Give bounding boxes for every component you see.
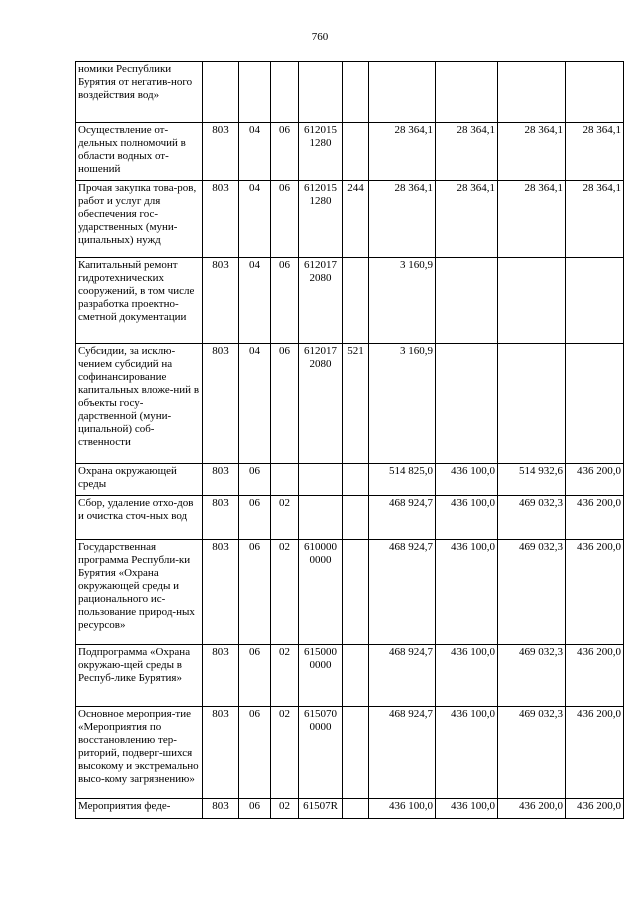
amount-cell-1: 3 160,9 — [369, 258, 436, 344]
amount-cell-1: 436 100,0 — [369, 799, 436, 819]
row-name-cell: Осуществление от-дельных полномочий в области водных от-ношений — [76, 123, 203, 181]
expense-type-cell — [343, 258, 369, 344]
expense-type-cell — [343, 645, 369, 707]
amount-cell-4: 28 364,1 — [566, 181, 624, 258]
amount-cell-3: 469 032,3 — [498, 496, 566, 540]
table-row — [76, 62, 624, 123]
subsection-code-cell: 02 — [271, 645, 299, 707]
grbs-code-cell: 803 — [203, 799, 239, 819]
row-name-cell: Прочая закупка това-ров, работ и услуг для обеспечения гос-ударственных (муни-ципальных) нужд — [76, 181, 203, 258]
amount-cell-4: 436 200,0 — [566, 645, 624, 707]
table-row — [76, 645, 624, 707]
amount-cell-4 — [566, 62, 624, 123]
expense-type-cell — [343, 540, 369, 645]
subsection-code-cell: 02 — [271, 799, 299, 819]
grbs-code-cell: 803 — [203, 645, 239, 707]
section-code-cell: 06 — [239, 464, 271, 496]
expense-type-cell — [343, 496, 369, 540]
amount-cell-3: 28 364,1 — [498, 123, 566, 181]
expense-type-cell — [343, 799, 369, 819]
amount-cell-4 — [566, 344, 624, 464]
row-name-cell: Подпрограмма «Охрана окружаю-щей среды в Респуб-лике Бурятия» — [76, 645, 203, 707]
amount-cell-3 — [498, 344, 566, 464]
row-name-cell: Капитальный ремонт гидротехнических сооружений, в том числе разработка проектно-сметной документации — [76, 258, 203, 344]
amount-cell-1: 468 924,7 — [369, 496, 436, 540]
subsection-code-cell: 06 — [271, 344, 299, 464]
target-article-cell: 612017 2080 — [299, 258, 343, 344]
table-row — [76, 799, 624, 819]
grbs-code-cell: 803 — [203, 540, 239, 645]
amount-cell-4: 436 200,0 — [566, 707, 624, 799]
expense-type-cell — [343, 62, 369, 123]
amount-cell-4: 28 364,1 — [566, 123, 624, 181]
amount-cell-2: 28 364,1 — [436, 123, 498, 181]
expense-type-cell: 244 — [343, 181, 369, 258]
section-code-cell: 04 — [239, 181, 271, 258]
target-article-cell: 615070 0000 — [299, 707, 343, 799]
row-name-cell: Основное мероприя-тие «Мероприятия по восстановлению тер-риторий, подверг-шихся высокому и экстремально высо-кому загрязнению» — [76, 707, 203, 799]
amount-cell-1: 468 924,7 — [369, 645, 436, 707]
amount-cell-1 — [369, 62, 436, 123]
amount-cell-1: 468 924,7 — [369, 540, 436, 645]
target-article-cell: 615000 0000 — [299, 645, 343, 707]
amount-cell-1: 28 364,1 — [369, 181, 436, 258]
grbs-code-cell: 803 — [203, 181, 239, 258]
amount-cell-2: 436 100,0 — [436, 540, 498, 645]
budget-table — [75, 61, 624, 819]
amount-cell-3: 436 200,0 — [498, 799, 566, 819]
table-row — [76, 707, 624, 799]
amount-cell-2 — [436, 344, 498, 464]
section-code-cell: 06 — [239, 645, 271, 707]
row-name-cell: Охрана окружающей среды — [76, 464, 203, 496]
subsection-code-cell: 06 — [271, 181, 299, 258]
amount-cell-1: 514 825,0 — [369, 464, 436, 496]
amount-cell-3: 469 032,3 — [498, 540, 566, 645]
grbs-code-cell — [203, 62, 239, 123]
amount-cell-2: 436 100,0 — [436, 645, 498, 707]
amount-cell-2 — [436, 62, 498, 123]
amount-cell-4: 436 200,0 — [566, 540, 624, 645]
grbs-code-cell: 803 — [203, 258, 239, 344]
grbs-code-cell: 803 — [203, 344, 239, 464]
target-article-cell — [299, 62, 343, 123]
target-article-cell: 612017 2080 — [299, 344, 343, 464]
amount-cell-3: 28 364,1 — [498, 181, 566, 258]
amount-cell-3 — [498, 62, 566, 123]
amount-cell-2: 436 100,0 — [436, 707, 498, 799]
amount-cell-1: 468 924,7 — [369, 707, 436, 799]
amount-cell-4: 436 200,0 — [566, 464, 624, 496]
amount-cell-2: 28 364,1 — [436, 181, 498, 258]
grbs-code-cell: 803 — [203, 464, 239, 496]
amount-cell-1: 28 364,1 — [369, 123, 436, 181]
section-code-cell: 04 — [239, 344, 271, 464]
amount-cell-2: 436 100,0 — [436, 496, 498, 540]
target-article-cell — [299, 496, 343, 540]
row-name-cell: Субсидии, за исклю-чением субсидий на софинансирование капитальных вложе-ний в объекты госу-дарственной (муни-ципальной) соб-ственности — [76, 344, 203, 464]
amount-cell-4: 436 200,0 — [566, 799, 624, 819]
row-name-cell: Сбор, удаление отхо-дов и очистка сточ-ных вод — [76, 496, 203, 540]
expense-type-cell — [343, 123, 369, 181]
subsection-code-cell: 06 — [271, 123, 299, 181]
section-code-cell — [239, 62, 271, 123]
section-code-cell: 06 — [239, 496, 271, 540]
amount-cell-3: 514 932,6 — [498, 464, 566, 496]
row-name-cell: номики Республики Бурятия от негатив-ного воздействия вод» — [76, 62, 203, 123]
grbs-code-cell: 803 — [203, 707, 239, 799]
amount-cell-2 — [436, 258, 498, 344]
subsection-code-cell — [271, 464, 299, 496]
table-row — [76, 258, 624, 344]
subsection-code-cell — [271, 62, 299, 123]
grbs-code-cell: 803 — [203, 123, 239, 181]
target-article-cell: 610000 0000 — [299, 540, 343, 645]
amount-cell-4: 436 200,0 — [566, 496, 624, 540]
expense-type-cell — [343, 707, 369, 799]
page-number: 760 — [311, 31, 329, 43]
table-row — [76, 123, 624, 181]
table-row — [76, 464, 624, 496]
section-code-cell: 06 — [239, 799, 271, 819]
row-name-cell: Мероприятия феде- — [76, 799, 203, 819]
amount-cell-2: 436 100,0 — [436, 464, 498, 496]
section-code-cell: 04 — [239, 258, 271, 344]
table-row — [76, 496, 624, 540]
amount-cell-3 — [498, 258, 566, 344]
target-article-cell: 612015 1280 — [299, 123, 343, 181]
target-article-cell: 61507R — [299, 799, 343, 819]
amount-cell-3: 469 032,3 — [498, 707, 566, 799]
expense-type-cell — [343, 464, 369, 496]
table-row — [76, 344, 624, 464]
amount-cell-2: 436 100,0 — [436, 799, 498, 819]
amount-cell-1: 3 160,9 — [369, 344, 436, 464]
section-code-cell: 06 — [239, 540, 271, 645]
subsection-code-cell: 02 — [271, 707, 299, 799]
table-body — [76, 62, 624, 819]
amount-cell-3: 469 032,3 — [498, 645, 566, 707]
row-name-cell: Государственная программа Республи-ки Бурятия «Охрана окружающей среды и рационального ис-пользование природ-ных ресурсов» — [76, 540, 203, 645]
table-row — [76, 181, 624, 258]
grbs-code-cell: 803 — [203, 496, 239, 540]
table-row — [76, 540, 624, 645]
subsection-code-cell: 06 — [271, 258, 299, 344]
target-article-cell — [299, 464, 343, 496]
subsection-code-cell: 02 — [271, 540, 299, 645]
expense-type-cell: 521 — [343, 344, 369, 464]
section-code-cell: 04 — [239, 123, 271, 181]
section-code-cell: 06 — [239, 707, 271, 799]
target-article-cell: 612015 1280 — [299, 181, 343, 258]
amount-cell-4 — [566, 258, 624, 344]
subsection-code-cell: 02 — [271, 496, 299, 540]
